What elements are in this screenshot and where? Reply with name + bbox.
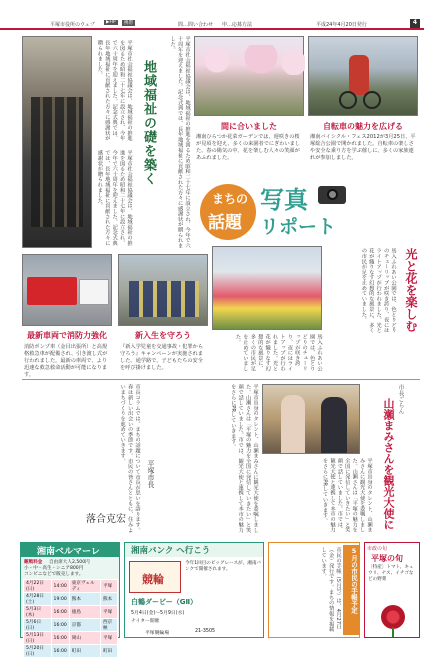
schedule-place: 平塚 [101,606,118,619]
bank-race-note: ナイター開催 [131,619,160,624]
schedule-time: 14:00 [51,580,69,593]
schedule-row [24,619,118,632]
keirin-logo-text: 競輪 [142,573,164,586]
mayor-person [321,397,347,453]
schedule-vs: 京都 [69,619,100,632]
schedule-row [24,645,118,658]
schedule-row [24,632,118,645]
calendar-body: 市民の手帳（5月号）は、4月27日（金）発行です。まちの情報を掲載しています。 [320,547,341,632]
schedule-time: 19:00 [51,593,69,606]
season-title: 平塚の旬 [371,554,403,563]
bellmare-header [21,543,119,557]
bellmare-sub: 観戦料金 [24,560,43,565]
feature-body-col1: 平塚市社会福祉協議会は、地域福祉の推進を図るため昭和二十七年に設立され、今年で六十周年を迎えました。記念式典では、長年地域福祉に貢献された方々に感謝状が贈られました。 [96,40,132,141]
fire-caption: 最新車両で消防力強化 [27,331,107,340]
bellmare-price1: 自由席大人2,500円 [49,560,90,565]
cherry-photo [194,36,304,116]
schedule-date: 5月13日(日) [24,632,52,645]
bank-header [125,543,263,557]
logo-report: リポート [260,216,337,238]
ceremony-people [31,97,83,227]
ambulance [79,279,109,305]
logo-machi: まちの [212,192,249,206]
schedule-vs: 町田 [69,645,100,658]
bellmare-schedule [23,579,118,658]
schedule-vs: 徳島 [69,606,100,619]
fire-body: 消防ポンプ車（金目出張所）と高規格救急車が配備され、引き渡し式が行われました。最新の車両で、より迅速な救急救命活動が可能になります。 [24,344,108,378]
schedule-date: 4月22日(日) [24,580,52,593]
cherry-body: 湘南ひらつか花菜ガーデンでは、遅咲きの桜が見頃を迎え、多くの来園者でにぎわいました。春の陽気の中、花を楽しむ人々の笑顔があふれました。 [196,134,301,161]
rose-stem [392,627,394,637]
schedule-date: 5月6日(日) [24,619,52,632]
mayor-signature: 落合克宏 [86,514,126,525]
schedule-vs: 東京ヴェルディ [69,580,100,593]
schedule-row [24,593,118,606]
schedule-place: 町田 [101,645,118,658]
contact-legend: 問…問い合わせ [178,22,214,28]
schedule-place: 熊本 [101,593,118,606]
calendar-box [268,542,360,638]
mobile-badge[interactable]: 携帯 [124,21,133,26]
bank-line1: 今年1回目のビッグレースが、湘南バンクで開催されます。 [185,561,262,572]
bike-caption: 自転車の魅力を広げる [323,122,403,131]
camera-lens [327,189,338,200]
bellmare-title: 湘南ベルマーレ [37,547,100,557]
schedule-date: 5月3日(木) [24,606,52,619]
schedule-vs: 岡山 [69,632,100,645]
cherry-caption: 間に合いました [221,122,277,131]
cyclist [349,55,369,95]
schedule-row [24,580,118,593]
issue-date: 平成24年4月20日発行 [316,22,367,28]
schedule-place: 平塚 [101,580,118,593]
schedule-row [24,606,118,619]
fire-truck [27,277,77,305]
students-photo [118,254,208,326]
bank-race: 白鶴ダービー（GⅡ） [131,598,198,606]
logo-shashin: 写真 [260,186,308,214]
keirin-logo [129,561,181,593]
schedule-vs: 熊本 [69,593,100,606]
hp-badge[interactable]: ▶HP [106,20,116,25]
schedule-time: 16:00 [51,645,69,658]
schedule-place: 西京極 [101,619,118,632]
feature-title: 地域福祉の礎を築く [141,60,156,186]
bike-body: 湘南バイシクル・フェス2012が3月25日、平塚総合公園で開かれました。自転車の楽しさや安全な乗り方を学ぶ催しに、多くの家族連れが参加しました。 [310,134,416,161]
feature-body-col3: 平塚市社会福祉協議会は、地域福祉の推進を図るため昭和二十七年に設立され、今年で六十周年を迎えました。記念式典では、長年地域福祉に貢献された方々に感謝状が贈られました。 [169,36,190,248]
ambassador-body-2: 平塚市出身のタレント、山瀬まみさんに観光大使を委嘱しました。山瀬さんは「平塚の魅力を全国に発信していきたい」と笑顔で話していました。市では、観光大使と連携して本市の魅力をさらにPRしていきます。 [229,384,258,533]
bellmare-note: コンビニなどで販売します。 [24,572,84,577]
tulip-body: 馬入ふれあい公園では、色とりどりのチューリップが咲き誇り、夜にはライトアップが行われました。光と花が織りなす幻想的な風景に、多くの市民が足を止めていました。 [360,248,396,333]
schedule-date: 4月28日(土) [24,593,52,606]
calendar-header: 5月の市民の手帳予定 [343,545,359,635]
schedule-date: 5月20日(日) [24,645,52,658]
bank-contact: 平塚競輪場 [145,631,169,636]
ceremony-photo [22,36,92,248]
season-box [364,542,420,638]
rose-icon [381,605,405,629]
bank-box [124,542,264,638]
ambassador-title: 山瀬まみさんを観光大使に [382,398,395,530]
ambassador-person [281,395,305,453]
bellmare-price2: 小・中・高生・シニア800円 [24,566,84,571]
cherry-blossoms [195,45,305,75]
season-body: 〔特産〕トマト、キュウリ、ナス、イチゴなどの野菜 [368,565,414,582]
ambassador-pretitle: 市長ごらん [397,384,404,414]
bike-wheel-icon [339,91,357,109]
tulip-body-2: 馬入ふれあい公園では、色とりどりのチューリップが咲き誇り、夜にはライトアップが行われました。光と花が織りなす幻想的な風景に、多くの市民が足を止めていました。 [234,334,322,372]
schedule-time: 16:00 [51,619,69,632]
feature-body-col2: 平塚市社会福祉協議会は、地域福祉の推進を図るため昭和二十七年に設立され、今年で六十周年を迎えました。記念式典では、長年地域福祉に貢献された方々に感謝状が贈られました。 [96,150,132,246]
bank-race-dates: 5月4日(金)〜5月9日(水) [131,611,185,616]
page-number: 4 [410,19,420,28]
logo-wadai: 話題 [208,213,242,233]
bike-wheel-icon-2 [363,91,381,109]
ambassador-body: 平塚市出身のタレント、山瀬まみさんに観光大使を委嘱しました。山瀬さんは「平塚の魅力を全国に発信していきたい」と笑顔で話していました。市では、観光大使と連携して本市の魅力をさらにPRしていきます。 [321,458,372,533]
bank-title: 湘南バンク へ行こう [131,546,211,556]
bellmare-box [20,542,120,657]
schedule-time: 16:00 [51,632,69,645]
schedule-time: 16:00 [51,606,69,619]
mayor-column-body: 市長コラムでは、まちの話題について市長が思いを語ります。春は新しい出会いの季節です。市民の皆さんとともに、住みよいまちづくりを進めていきます。 [119,384,140,533]
schedule-place: 平塚 [101,632,118,645]
site-label: 平塚市役所のウェブ [50,22,95,28]
bike-photo [308,36,418,116]
ambassador-photo [262,384,360,454]
bank-phone: 21-3505 [195,629,216,634]
photo-report-logo [200,178,350,244]
tulip-title: 光と花を楽しむ [404,248,418,332]
students-group [129,281,199,317]
students-body: 『新入学児童を交通事故・犯罪から守ろう』キャンペーンが実施されました。通学路で、子どもたちの安全を呼び掛けました。 [120,344,204,371]
camera-icon [318,186,346,204]
mayor-office: 平塚市長 [147,460,155,488]
season-label: 市政の旬 [367,546,388,552]
tulip-photo [212,246,322,330]
page-header [0,0,424,30]
section-divider [22,379,420,380]
apply-legend: 申…応募方法 [222,22,253,28]
students-caption: 新入生を守ろう [135,331,191,340]
fire-truck-photo [22,254,112,326]
